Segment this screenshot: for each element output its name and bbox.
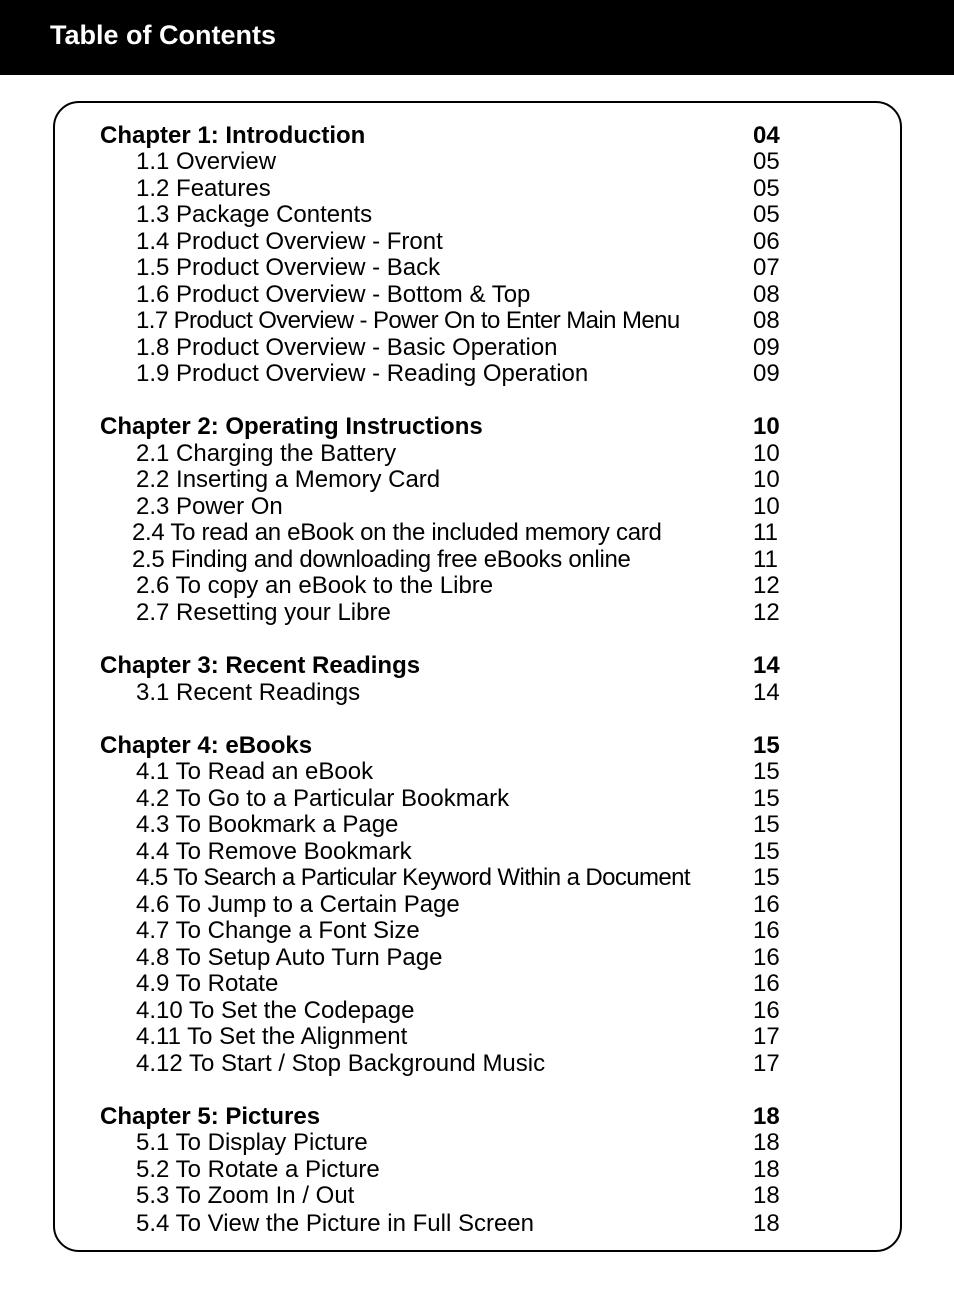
chapter-title: Chapter 3: Recent Readings <box>100 652 421 679</box>
toc-chapter-5[interactable] <box>0 1103 954 1130</box>
entry-title: 1.5 Product Overview - Back <box>136 254 441 281</box>
chapter-title: Chapter 2: Operating Instructions <box>100 413 483 440</box>
toc-entry-5-4[interactable] <box>0 1210 954 1237</box>
toc-entry-2-5[interactable] <box>0 546 954 573</box>
entry-title: 5.4 To View the Picture in Full Screen <box>136 1210 534 1237</box>
page-number: 11 <box>753 519 778 546</box>
entry-title: 4.12 To Start / Stop Background Music <box>136 1050 546 1077</box>
entry-title: 2.2 Inserting a Memory Card <box>136 466 441 493</box>
toc-entry-4-3[interactable] <box>0 811 954 838</box>
entry-title: 2.5 Finding and downloading free eBooks online <box>132 546 631 573</box>
entry-title: 4.5 To Search a Particular Keyword Within a Document <box>136 864 690 891</box>
entry-title: 1.8 Product Overview - Basic Operation <box>136 334 558 361</box>
page-number: 09 <box>753 334 780 361</box>
toc-entry-4-4[interactable] <box>0 838 954 865</box>
toc-entry-4-1[interactable] <box>0 758 954 785</box>
chapter-title: Chapter 4: eBooks <box>100 732 313 759</box>
entry-title: 4.4 To Remove Bookmark <box>136 838 412 865</box>
entry-title: 4.10 To Set the Codepage <box>136 997 415 1024</box>
toc-entry-4-6[interactable] <box>0 891 954 918</box>
page-number: 15 <box>753 811 780 838</box>
entry-title: 4.8 To Setup Auto Turn Page <box>136 944 443 971</box>
entry-title: 2.3 Power On <box>136 493 283 520</box>
page-number: 15 <box>753 785 780 812</box>
toc-entry-2-3[interactable] <box>0 493 954 520</box>
page-number: 14 <box>753 679 780 706</box>
page-number: 16 <box>753 891 780 918</box>
page-number: 09 <box>753 360 780 387</box>
toc-entry-4-10[interactable] <box>0 997 954 1024</box>
page-number: 15 <box>753 758 780 785</box>
toc-entry-1-8[interactable] <box>0 334 954 361</box>
toc-entry-5-3[interactable] <box>0 1182 954 1209</box>
chapter-title: Chapter 1: Introduction <box>100 122 366 149</box>
page-number: 07 <box>753 254 780 281</box>
entry-title: 4.1 To Read an eBook <box>136 758 374 785</box>
page-number: 15 <box>753 864 780 891</box>
toc-chapter-1[interactable] <box>0 122 954 149</box>
entry-title: 2.6 To copy an eBook to the Libre <box>136 572 494 599</box>
toc-entry-1-9[interactable] <box>0 360 954 387</box>
entry-title: 5.3 To Zoom In / Out <box>136 1182 355 1209</box>
page-number: 16 <box>753 970 780 997</box>
page-number: 04 <box>753 122 780 149</box>
toc-chapter-2[interactable] <box>0 413 954 440</box>
toc-chapter-4[interactable] <box>0 732 954 759</box>
toc-entry-5-2[interactable] <box>0 1156 954 1183</box>
entry-title: 1.2 Features <box>136 175 271 202</box>
toc-entry-1-5[interactable] <box>0 254 954 281</box>
toc-entry-4-5[interactable] <box>0 864 954 891</box>
toc-entry-4-12[interactable] <box>0 1050 954 1077</box>
entry-title: 3.1 Recent Readings <box>136 679 361 706</box>
entry-title: 4.11 To Set the Alignment <box>136 1023 408 1050</box>
toc-entry-2-4[interactable] <box>0 519 954 546</box>
page-number: 06 <box>753 228 780 255</box>
toc-entry-4-11[interactable] <box>0 1023 954 1050</box>
toc-entry-2-2[interactable] <box>0 466 954 493</box>
entry-title: 1.9 Product Overview - Reading Operation <box>136 360 589 387</box>
page-number: 10 <box>753 413 780 440</box>
page-number: 18 <box>753 1129 780 1156</box>
page-number: 15 <box>753 838 780 865</box>
page-number: 12 <box>753 572 780 599</box>
toc-chapter-3[interactable] <box>0 652 954 679</box>
page-number: 05 <box>753 175 780 202</box>
page-number: 15 <box>753 732 780 759</box>
entry-title: 4.2 To Go to a Particular Bookmark <box>136 785 510 812</box>
toc-entry-1-7[interactable] <box>0 307 954 334</box>
toc-entry-5-1[interactable] <box>0 1129 954 1156</box>
entry-title: 1.6 Product Overview - Bottom & Top <box>136 281 531 308</box>
page-number: 17 <box>753 1023 780 1050</box>
page-number: 14 <box>753 652 780 679</box>
chapter-title: Chapter 5: Pictures <box>100 1103 321 1130</box>
entry-title: 2.1 Charging the Battery <box>136 440 397 467</box>
entry-title: 4.6 To Jump to a Certain Page <box>136 891 460 918</box>
page-number: 12 <box>753 599 780 626</box>
toc-entry-1-2[interactable] <box>0 175 954 202</box>
entry-title: 1.4 Product Overview - Front <box>136 228 443 255</box>
page-number: 17 <box>753 1050 780 1077</box>
page-number: 11 <box>753 546 778 573</box>
entry-title: 5.2 To Rotate a Picture <box>136 1156 380 1183</box>
toc-entry-4-9[interactable] <box>0 970 954 997</box>
page-number: 10 <box>753 440 780 467</box>
toc-entry-1-6[interactable] <box>0 281 954 308</box>
toc-entry-1-1[interactable] <box>0 148 954 175</box>
page-number: 05 <box>753 201 780 228</box>
page-number: 08 <box>753 281 780 308</box>
page-number: 18 <box>753 1103 780 1130</box>
toc-entry-2-1[interactable] <box>0 440 954 467</box>
toc-entry-1-4[interactable] <box>0 228 954 255</box>
page-number: 18 <box>753 1210 780 1237</box>
page-number: 16 <box>753 917 780 944</box>
entry-title: 4.9 To Rotate <box>136 970 279 997</box>
page-number: 16 <box>753 997 780 1024</box>
page-number: 10 <box>753 493 780 520</box>
entry-title: 1.1 Overview <box>136 148 277 175</box>
toc-entry-4-7[interactable] <box>0 917 954 944</box>
entry-title: 5.1 To Display Picture <box>136 1129 368 1156</box>
page-number: 18 <box>753 1156 780 1183</box>
entry-title: 1.7 Product Overview - Power On to Enter Main Menu <box>136 307 680 334</box>
toc-entry-2-6[interactable] <box>0 572 954 599</box>
toc-entry-4-8[interactable] <box>0 944 954 971</box>
entry-title: 2.4 To read an eBook on the included memory card <box>132 519 662 546</box>
toc-entry-4-2[interactable] <box>0 785 954 812</box>
page-number: 08 <box>753 307 780 334</box>
page-number: 16 <box>753 944 780 971</box>
toc-entry-3-1[interactable] <box>0 679 954 706</box>
page-number: 18 <box>753 1182 780 1209</box>
entry-title: 2.7 Resetting your Libre <box>136 599 391 626</box>
page-title: Table of Contents <box>50 20 276 50</box>
toc-entry-1-3[interactable] <box>0 201 954 228</box>
toc-entry-2-7[interactable] <box>0 599 954 626</box>
entry-title: 4.3 To Bookmark a Page <box>136 811 399 838</box>
entry-title: 1.3 Package Contents <box>136 201 373 228</box>
page-number: 10 <box>753 466 780 493</box>
page-number: 05 <box>753 148 780 175</box>
entry-title: 4.7 To Change a Font Size <box>136 917 420 944</box>
